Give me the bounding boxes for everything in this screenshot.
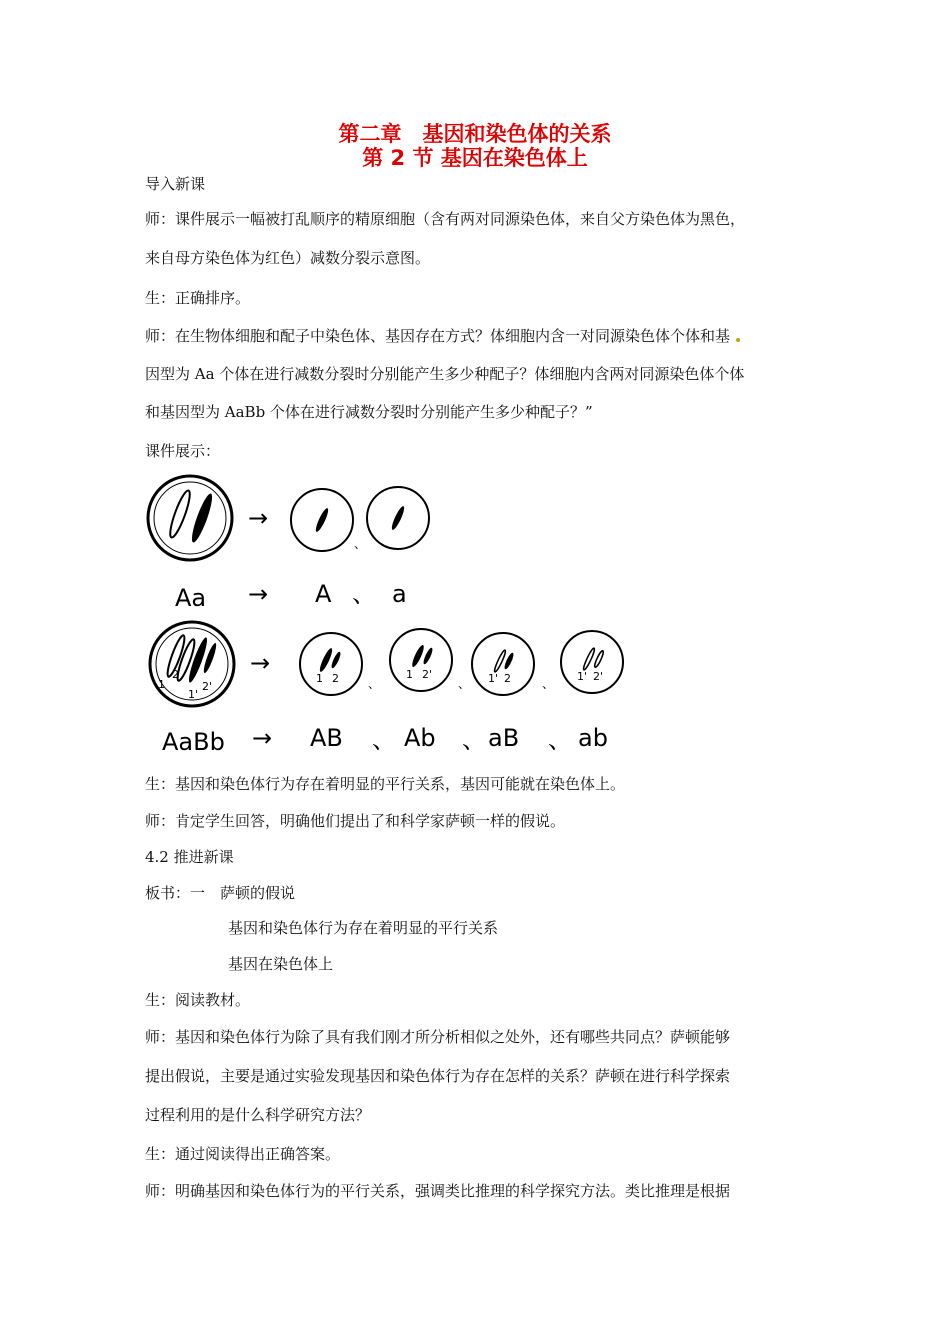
paragraph-teacher-1a: 师：课件展示一幅被打乱顺序的精原细胞（含有两对同源染色体，来自父方染色体为黑色， bbox=[145, 210, 746, 228]
row1-arrow: → bbox=[248, 504, 269, 532]
gamete-cell-ab-2 bbox=[390, 629, 452, 691]
label-1: 1 bbox=[316, 672, 323, 685]
label-1-prime: 1' bbox=[577, 670, 588, 683]
cell-separator-3: 、 bbox=[458, 677, 471, 691]
gamete-ab-1: AB bbox=[310, 724, 343, 752]
cell-separator-4: 、 bbox=[542, 677, 555, 691]
paragraph-teacher-4a: 师：基因和染色体行为除了具有我们刚才所分析相似之处外，还有哪些共同点？萨顿能够 bbox=[145, 1028, 731, 1046]
label-2: 2 bbox=[504, 672, 511, 685]
gamete-a-upper: A bbox=[315, 580, 332, 608]
paragraph-board-1: 板书：一 萨顿的假说 bbox=[145, 884, 296, 902]
paragraph-section-4-2: 4.2 推进新课 bbox=[145, 848, 234, 866]
paragraph-teacher-4b: 提出假说，主要是通过实验发现基因和染色体行为存在怎样的关系？萨顿在进行科学探索 bbox=[145, 1067, 731, 1085]
gamete-sep-2: 、 bbox=[462, 726, 486, 754]
cell-separator-1: 、 bbox=[354, 537, 367, 551]
meiosis-figure bbox=[140, 466, 640, 766]
parent-cell-aa bbox=[148, 476, 232, 560]
paragraph-teacher-2b: 因型为 Aa 个体在进行减数分裂时分别能产生多少种配子？体细胞内含两对同源染色体个体 bbox=[145, 365, 745, 383]
paragraph-teacher-5: 师：明确基因和染色体行为的平行关系，强调类比推理的科学探究方法。类比推理是根据 bbox=[145, 1182, 731, 1200]
gamete-ab-3: aB bbox=[488, 724, 520, 752]
paragraph-board-2: 基因和染色体行为存在着明显的平行关系 bbox=[228, 919, 499, 937]
gamete-sep-3: 、 bbox=[548, 726, 572, 754]
paragraph-teacher-2a: 师：在生物体细胞和配子中染色体、基因存在方式？体细胞内含一对同源染色体个体和基 bbox=[145, 327, 731, 345]
stray-mark bbox=[736, 338, 740, 342]
paragraph-teacher-3: 师：肯定学生回答，明确他们提出了和科学家萨顿一样的假说。 bbox=[145, 812, 566, 830]
paragraph-student-1: 生：正确排序。 bbox=[145, 289, 251, 307]
label-2: 2 bbox=[172, 668, 179, 681]
gamete-ab-4: ab bbox=[578, 724, 608, 752]
row1-label-arrow: → bbox=[248, 580, 269, 608]
label-1-prime: 1' bbox=[488, 672, 499, 685]
paragraph-student-3: 生：阅读教材。 bbox=[145, 991, 251, 1009]
gamete-sep-1: 、 bbox=[372, 726, 396, 754]
gamete-cell-ab-1 bbox=[300, 633, 362, 695]
parent-cell-aabb bbox=[150, 622, 234, 706]
genotype-aabb: AaBb bbox=[162, 728, 225, 756]
label-1: 1 bbox=[406, 668, 413, 681]
paragraph-courseware: 课件展示： bbox=[145, 442, 221, 460]
label-1: 1 bbox=[158, 678, 165, 691]
genotype-aa: Aa bbox=[175, 584, 207, 612]
label-2: 2 bbox=[332, 672, 339, 685]
label-2-prime: 2' bbox=[422, 668, 433, 681]
label-2-prime: 2' bbox=[202, 680, 213, 693]
chapter-title: 第二章 基因和染色体的关系 bbox=[338, 122, 612, 146]
gamete-cell-1 bbox=[291, 489, 353, 551]
gamete-ab-2: Ab bbox=[404, 724, 436, 752]
section-title: 第 2 节 基因在染色体上 bbox=[362, 146, 588, 170]
paragraph-teacher-1b: 来自母方染色体为红色）减数分裂示意图。 bbox=[145, 249, 431, 267]
label-1-prime: 1' bbox=[188, 688, 199, 701]
gamete-a-lower: a bbox=[392, 580, 407, 608]
gamete-separator: 、 bbox=[352, 580, 376, 608]
paragraph-intro: 导入新课 bbox=[145, 175, 206, 193]
paragraph-student-4: 生：通过阅读得出正确答案。 bbox=[145, 1145, 341, 1163]
gamete-cell-2 bbox=[367, 487, 429, 549]
gamete-cell-ab-3 bbox=[472, 633, 534, 695]
label-2-prime: 2' bbox=[593, 670, 604, 683]
gamete-cell-ab-4 bbox=[561, 631, 623, 693]
row2-arrow: → bbox=[250, 649, 271, 677]
row2-label-arrow: → bbox=[252, 724, 273, 752]
cell-separator-2: 、 bbox=[368, 677, 381, 691]
paragraph-teacher-4c: 过程利用的是什么科学研究方法？ bbox=[145, 1106, 371, 1124]
paragraph-board-3: 基因在染色体上 bbox=[228, 955, 334, 973]
paragraph-teacher-2c: 和基因型为 AaBb 个体在进行减数分裂时分别能产生多少种配子？” bbox=[145, 403, 593, 421]
paragraph-student-2: 生：基因和染色体行为存在着明显的平行关系，基因可能就在染色体上。 bbox=[145, 775, 626, 793]
meiosis-diagram bbox=[140, 466, 640, 766]
